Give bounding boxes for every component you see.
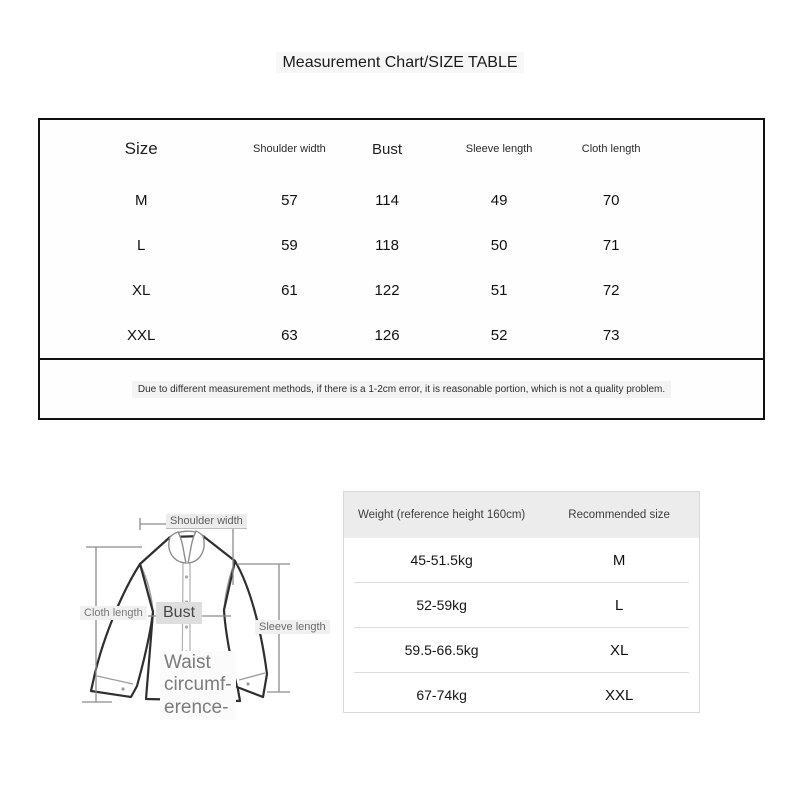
cell-size: XL (609, 641, 629, 659)
cell-bust: 126 (374, 327, 400, 344)
table-row (40, 223, 763, 268)
cell-cloth-length: 70 (602, 192, 620, 209)
table-row (344, 673, 699, 717)
size-table-grid (40, 120, 763, 358)
cell-size: M (612, 551, 626, 569)
measurement-note (40, 358, 763, 418)
cell-size: XXL (604, 686, 634, 704)
cell-bust: 114 (375, 192, 399, 209)
cell-sleeve-length: 51 (490, 282, 508, 299)
cell-sleeve-length: 49 (490, 192, 508, 209)
table-row (40, 313, 763, 358)
size-table (38, 118, 765, 420)
label-sleeve-length: Sleeve length (255, 620, 330, 634)
cell-shoulder-width: 61 (281, 282, 298, 299)
page-title (0, 54, 800, 72)
col-header-sleeve-length: Sleeve length (465, 143, 533, 155)
cell-size: XXL (127, 327, 156, 344)
table-row (344, 583, 699, 627)
col-header-size: Size (124, 139, 158, 158)
cell-size: M (134, 192, 148, 209)
size-table-header-row (40, 120, 763, 178)
table-row (344, 538, 699, 582)
cell-shoulder-width: 63 (281, 327, 298, 344)
cell-cloth-length: 72 (602, 282, 620, 299)
cell-weight: 59.5-66.5kg (404, 642, 479, 658)
page-title-text: Measurement Chart/SIZE TABLE (276, 52, 523, 73)
weight-table-header-row (344, 492, 699, 538)
weight-table (343, 491, 700, 713)
col-header-recommended-size: Recommended size (568, 509, 670, 521)
cell-shoulder-width: 59 (281, 237, 298, 254)
table-row (40, 178, 763, 223)
table-row (40, 268, 763, 313)
cell-bust: 118 (375, 237, 399, 254)
col-header-weight: Weight (reference height 160cm) (357, 509, 526, 521)
cell-shoulder-width: 57 (281, 192, 298, 209)
cell-weight: 67-74kg (416, 687, 467, 703)
cell-weight: 45-51.5kg (410, 552, 473, 568)
cell-cloth-length: 71 (602, 237, 620, 254)
cell-size: L (614, 596, 624, 614)
cell-cloth-length: 73 (602, 327, 620, 344)
label-shoulder-width: Shoulder width (166, 514, 247, 529)
cell-sleeve-length: 50 (490, 237, 508, 254)
shirt-diagram (60, 480, 345, 750)
cell-size: L (137, 237, 146, 254)
cell-weight: 52-59kg (416, 597, 467, 613)
label-bust: Bust (156, 602, 202, 624)
measurement-note-text: Due to different measurement methods, if there is a 1-2cm error, it is reasonable portion, which is not a quality problem. (132, 381, 671, 398)
table-row (344, 628, 699, 672)
cell-sleeve-length: 52 (490, 327, 508, 344)
cell-bust: 122 (374, 282, 400, 299)
col-header-bust: Bust (372, 140, 403, 158)
col-header-shoulder-width: Shoulder width (253, 143, 326, 155)
cell-size: XL (132, 282, 151, 299)
col-header-cloth-length: Cloth length (581, 143, 641, 155)
label-waist-circumference: Waist circumf- erence- (160, 651, 236, 720)
label-cloth-length: Cloth length (80, 606, 147, 620)
